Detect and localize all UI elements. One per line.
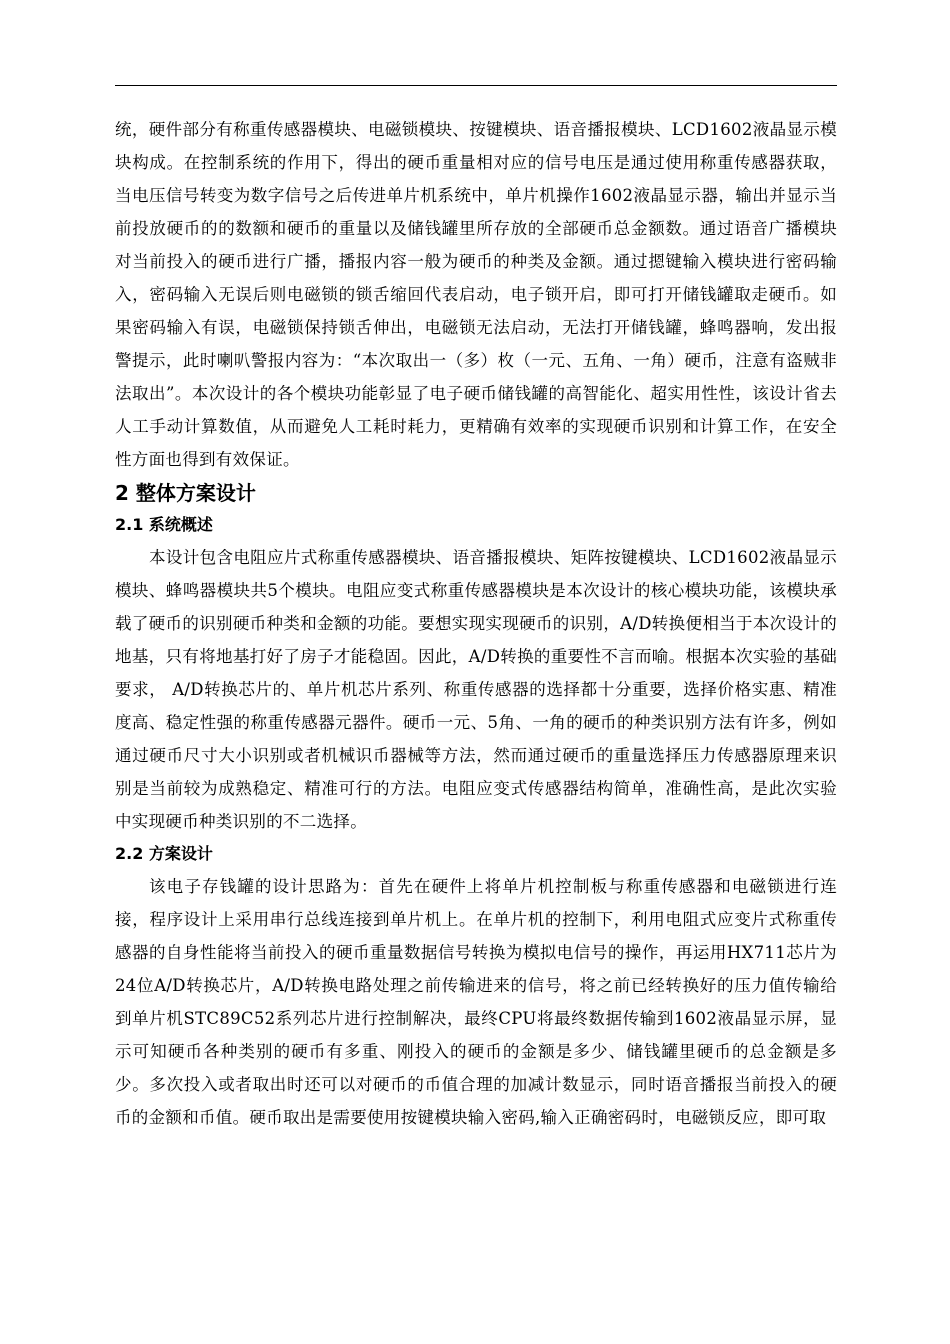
scheme-design-paragraph: 该电子存钱罐的设计思路为：首先在硬件上将单片机控制板与称重传感器和电磁锁进行连接，程序设计上采用串行总线连接到单片机上。在单片机的控制下，利用电阻式应变片式称重传感器的自身性能将当前投入的硬币重量数据信号转换为模拟电信号的操作，再运用HX711芯片为24位A/D转换芯片，A/D转换电路处理之前传输进来的信号，将之前已经转换好的压力值传输给到单片机STC89C52系列芯片进行控制解决，最终CPU将最终数据传输到1602液晶显示屏，显示可知硬币各种类别的硬币有多重、刚投入的硬币的金额是多少、储钱罐里硬币的总金额是多少。多次投入或者取出时还可以对硬币的币值合理的加减计数显示，同时语音播报当前投入的硬币的金额和币值。硬币取出是需要使用按键模块输入密码,输入正确密码时，电磁锁反应，即可取 xyxy=(115,877,837,1127)
subsection-heading-system-overview: 2.1 系统概述 xyxy=(115,515,213,534)
system-overview-paragraph: 本设计包含电阻应片式称重传感器模块、语音播报模块、矩阵按键模块、LCD1602液晶显示模块、蜂鸣器模块共5个模块。电阻应变式称重传感器模块是本次设计的核心模块功能，该模块承载了硬币的识别硬币种类和金额的功能。要想实现实现硬币的识别，A/D转换便相当于本次设计的地基，只有将地基打好了房子才能稳固。因此，A/D转换的重要性不言而喻。根据本次实验的基础要求， A/D转换芯片的、单片机芯片系列、称重传感器的选择都十分重要，选择价格实惠、精准度高、稳定性强的称重传感器元器件。硬币一元、5角、一角的硬币的种类识别方法有许多，例如通过硬币尺寸大小识别或者机械识币器械等方法，然而通过硬币的重量选择压力传感器原理来识别是当前较为成熟稳定、精准可行的方法。电阻应变式传感器结构简单，准确性高，是此次实验中实现硬币种类识别的不二选择。 xyxy=(115,548,837,831)
header-rule xyxy=(115,85,837,86)
subsection-heading-scheme-design: 2.2 方案设计 xyxy=(115,844,213,863)
page-content xyxy=(115,113,837,1134)
section-heading: 2 整体方案设计 xyxy=(115,481,256,505)
intro-paragraph: 统，硬件部分有称重传感器模块、电磁锁模块、按键模块、语音播报模块、LCD1602液晶显示模块构成。在控制系统的作用下，得出的硬币重量相对应的信号电压是通过使用称重传感器获取，当电压信号转变为数字信号之后传进单片机系统中，单片机操作1602液晶显示器，输出并显示当前投放硬币的的数额和硬币的重量以及储钱罐里所存放的全部硬币总金额数。通过语音广播模块对当前投入的硬币进行广播，播报内容一般为硬币的种类及金额。通过摁键输入模块进行密码输入，密码输入无误后则电磁锁的锁舌缩回代表启动，电子锁开启，即可打开储钱罐取走硬币。如果密码输入有误，电磁锁保持锁舌伸出，电磁锁无法启动，无法打开储钱罐，蜂鸣器响，发出报警提示，此时喇叭警报内容为：“本次取出一（多）枚（一元、五角、一角）硬币，注意有盗贼非法取出”。本次设计的各个模块功能彰显了电子硬币储钱罐的高智能化、超实用性性，该设计省去人工手动计算数值，从而避免人工耗时耗力，更精确有效率的实现硬币识别和计算工作，在安全性方面也得到有效保证。 xyxy=(115,120,837,469)
